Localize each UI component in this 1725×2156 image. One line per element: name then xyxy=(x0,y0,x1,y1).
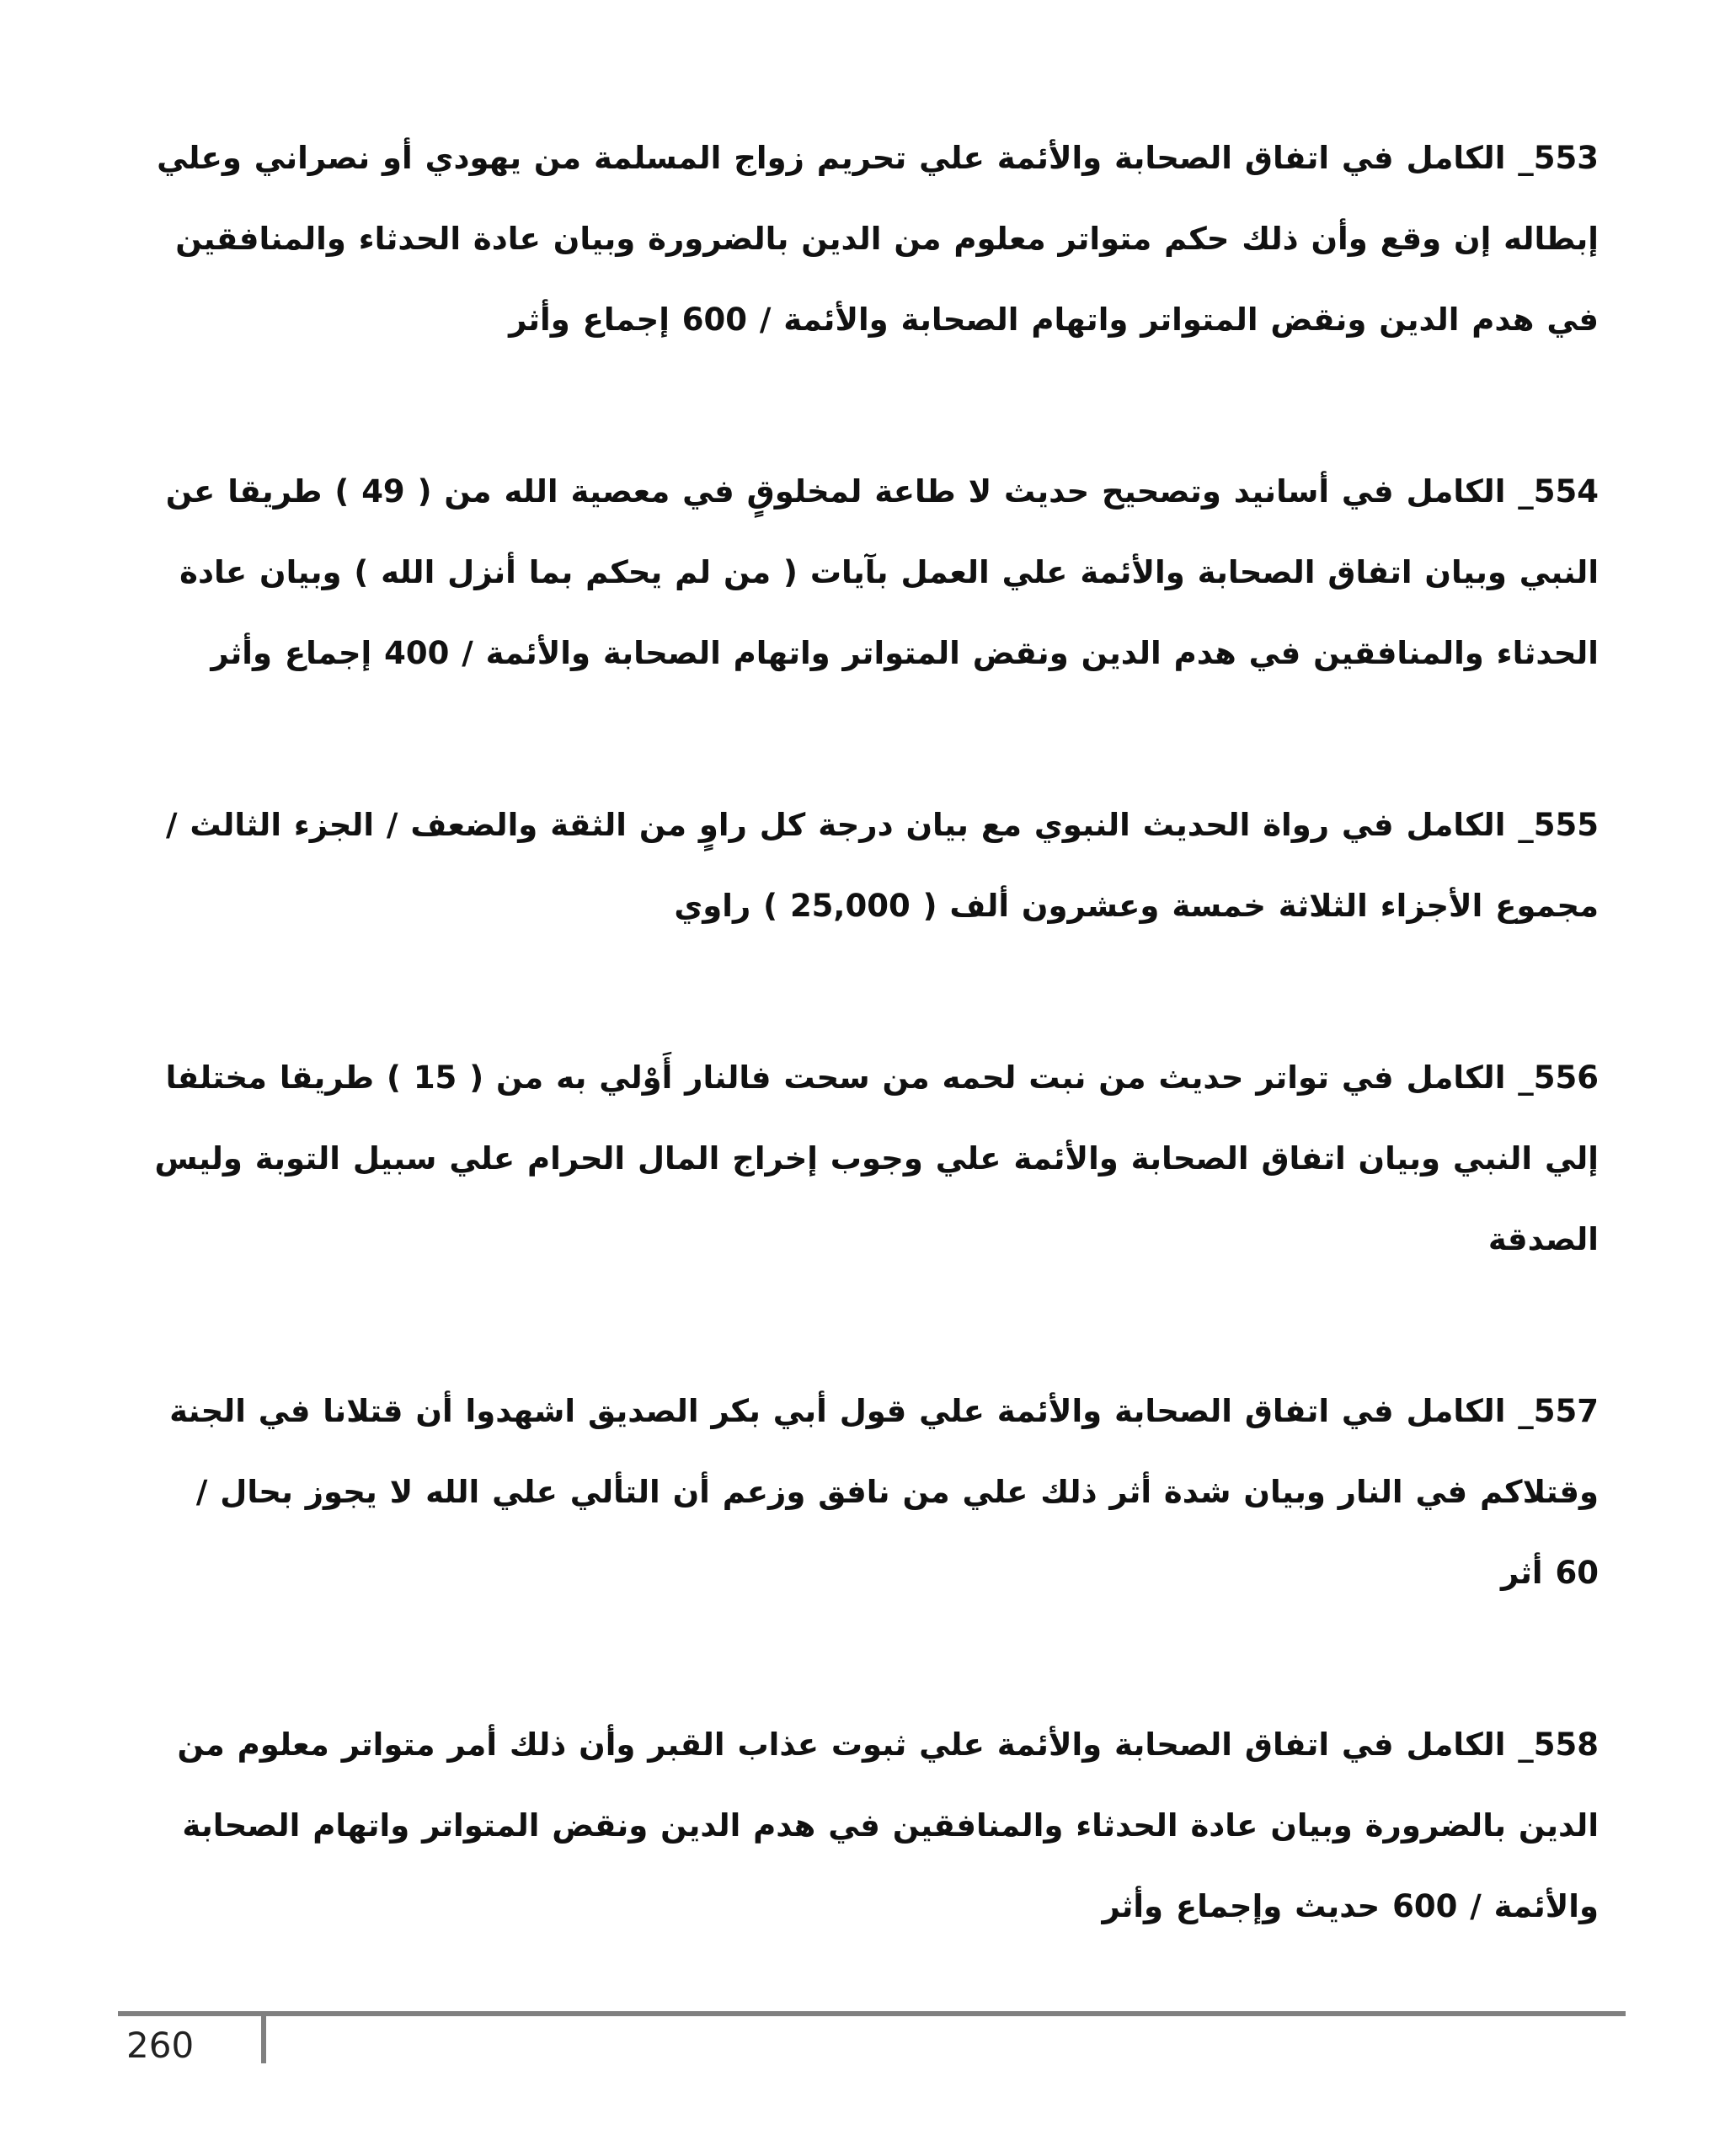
entry-554: 554_ الكامل في أسانيد وتصحيح حديث لا طاعة لمخلوقٍ في معصية الله من ( 49 ) طريقا عن النبي وبيان اتفاق الصحابة والأئمة علي العمل بآيات ( من لم يحكم بما أنزل الله ) وبيان عادة الحدثاء والمنافقين في هدم الدين ونقض المتواتر واتهام الصحابة والأئمة / 400 إجماع وأثر xyxy=(165,473,1599,671)
entry-553: 553_ الكامل في اتفاق الصحابة والأئمة علي تحريم زواج المسلمة من يهودي أو نصراني وعلي إبطاله إن وقع وأن ذلك حكم متواتر معلوم من الدين بالضرورة وبيان عادة الحدثاء والمنافقين في هدم الدين ونقض المتواتر واتهام الصحابة والأئمة / 600 إجماع وأثر xyxy=(157,140,1599,338)
entry-557: 557_ الكامل في اتفاق الصحابة والأئمة علي قول أبي بكر الصديق اشهدوا أن قتلانا في الجنة وقتلاكم في النار وبيان شدة أثر ذلك علي من نافق وزعم أن التألي علي الله لا يجوز بحال / 60 أثر xyxy=(169,1393,1599,1591)
entry-list xyxy=(143,118,1599,1947)
page-footer xyxy=(0,2004,1725,2105)
entry-555: 555_ الكامل في رواة الحديث النبوي مع بيان درجة كل راوٍ من الثقة والضعف / الجزء الثالث / مجموع الأجزاء الثلاثة خمسة وعشرون ألف ( 25,000 ) راوي xyxy=(165,807,1599,924)
entry-558: 558_ الكامل في اتفاق الصحابة والأئمة علي ثبوت عذاب القبر وأن ذلك أمر متواتر معلوم من الدين بالضرورة وبيان عادة الحدثاء والمنافقين في هدم الدين ونقض المتواتر واتهام الصحابة والأئمة / 600 حديث وإجماع وأثر xyxy=(177,1726,1599,1924)
entry-556: 556_ الكامل في تواتر حديث من نبت لحمه من سحت فالنار أَوْلي به من ( 15 ) طريقا مختلفا إلي النبي وبيان اتفاق الصحابة والأئمة علي وجوب إخراج المال الحرام علي سبيل التوبة وليس الصدقة xyxy=(154,1059,1599,1257)
footer-tick xyxy=(261,2011,266,2063)
footer-rule xyxy=(118,2011,1626,2016)
page-number: 260 xyxy=(126,2025,195,2066)
